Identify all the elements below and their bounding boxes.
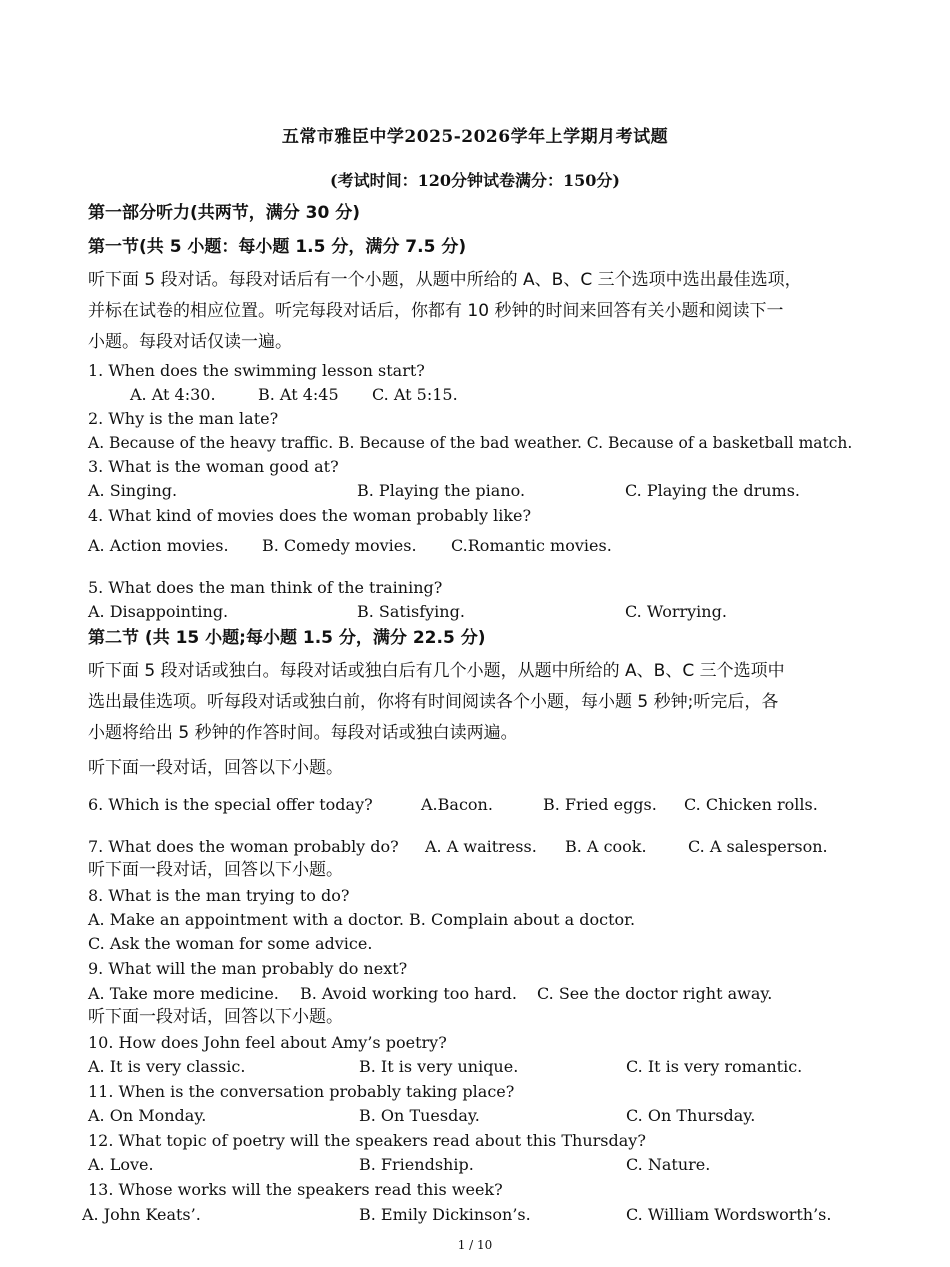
q4-option-b: B. Comedy movies. [262,536,417,555]
q7-option-c: C. A salesperson. [688,837,828,856]
q9-option-a: A. Take more medicine. [88,984,279,1003]
instruction-line: 听下面 5 段对话或独白。每段对话或独白后有几个小题，从题中所给的 A、B、C 三个选项中 [88,661,785,681]
q5-option-a: A. Disappointing. [88,602,229,621]
question-1: 1. When does the swimming lesson start? [88,361,425,380]
part1-heading: 第一部分听力(共两节，满分 30 分) [88,203,361,223]
q3-option-a: A. Singing. [88,481,178,500]
q12-option-c: C. Nature. [626,1155,711,1174]
q6-option-a: A.Bacon. [421,795,493,814]
question-7: 7. What does the woman probably do? [88,837,399,856]
q1-option-a: A. At 4:30. [130,385,216,404]
question-10: 10. How does John feel about Amy’s poetry? [88,1033,447,1052]
question-5: 5. What does the man think of the training? [88,578,443,597]
q4-option-a: A. Action movies. [88,536,229,555]
section1-heading: 第一节(共 5 小题：每小题 1.5 分，满分 7.5 分) [88,237,467,257]
q1-option-c: C. At 5:15. [372,385,458,404]
q6-option-c: C. Chicken rolls. [684,795,818,814]
q3-option-b: B. Playing the piano. [357,481,526,500]
q10-option-a: A. It is very classic. [88,1057,246,1076]
q7-option-b: B. A cook. [565,837,647,856]
listen-note: 听下面一段对话，回答以下小题。 [88,758,343,778]
question-13: 13. Whose works will the speakers read this week? [88,1180,503,1199]
q8-options-line2: C. Ask the woman for some advice. [88,934,373,953]
q9-option-c: C. See the doctor right away. [537,984,773,1003]
q4-option-c: C.Romantic movies. [451,536,612,555]
question-9: 9. What will the man probably do next? [88,959,408,978]
listen-note: 听下面一段对话，回答以下小题。 [88,860,343,880]
q13-option-a: A. John Keats’. [82,1205,201,1224]
question-3: 3. What is the woman good at? [88,457,339,476]
q11-option-a: A. On Monday. [88,1106,207,1125]
section2-heading: 第二节 (共 15 小题;每小题 1.5 分，满分 22.5 分) [88,628,486,648]
q11-option-b: B. On Tuesday. [359,1106,480,1125]
question-4: 4. What kind of movies does the woman probably like? [88,506,532,525]
q11-option-c: C. On Thursday. [626,1106,756,1125]
q8-options-line1: A. Make an appointment with a doctor. B. Complain about a doctor. [88,910,636,929]
q7-option-a: A. A waitress. [425,837,537,856]
q10-option-c: C. It is very romantic. [626,1057,803,1076]
q12-option-a: A. Love. [88,1155,154,1174]
q13-option-b: B. Emily Dickinson’s. [359,1205,531,1224]
q5-option-b: B. Satisfying. [357,602,465,621]
instruction-line: 听下面 5 段对话。每段对话后有一个小题，从题中所给的 A、B、C 三个选项中选出最佳选项， [88,270,802,290]
question-11: 11. When is the conversation probably taking place? [88,1082,515,1101]
page-number: 1 / 10 [457,1238,493,1252]
q12-option-b: B. Friendship. [359,1155,474,1174]
q2-options: A. Because of the heavy traffic. B. Because of the bad weather. C. Because of a basketball match. [88,434,853,452]
q1-option-b: B. At 4:45 [258,385,339,404]
question-6: 6. Which is the special offer today? [88,795,373,814]
page-title: 五常市雅臣中学2025-2026学年上学期月考试题 [281,127,669,147]
listen-note: 听下面一段对话，回答以下小题。 [88,1007,343,1027]
q13-option-c: C. William Wordsworth’s. [626,1205,832,1224]
question-2: 2. Why is the man late? [88,409,279,428]
exam-info: (考试时间：120分钟试卷满分：150分) [330,171,620,190]
q6-option-b: B. Fried eggs. [543,795,657,814]
question-8: 8. What is the man trying to do? [88,886,350,905]
q10-option-b: B. It is very unique. [359,1057,519,1076]
instruction-line: 小题。每段对话仅读一遍。 [88,332,292,352]
question-12: 12. What topic of poetry will the speakers read about this Thursday? [88,1131,646,1150]
instruction-line: 并标在试卷的相应位置。听完每段对话后，你都有 10 秒钟的时间来回答有关小题和阅读下一 [88,301,784,321]
q9-option-b: B. Avoid working too hard. [300,984,517,1003]
q3-option-c: C. Playing the drums. [625,481,801,500]
instruction-line: 小题将给出 5 秒钟的作答时间。每段对话或独白读两遍。 [88,723,518,743]
q5-option-c: C. Worrying. [625,602,727,621]
instruction-line: 选出最佳选项。听每段对话或独白前，你将有时间阅读各个小题，每小题 5 秒钟;听完后，各 [88,692,779,712]
